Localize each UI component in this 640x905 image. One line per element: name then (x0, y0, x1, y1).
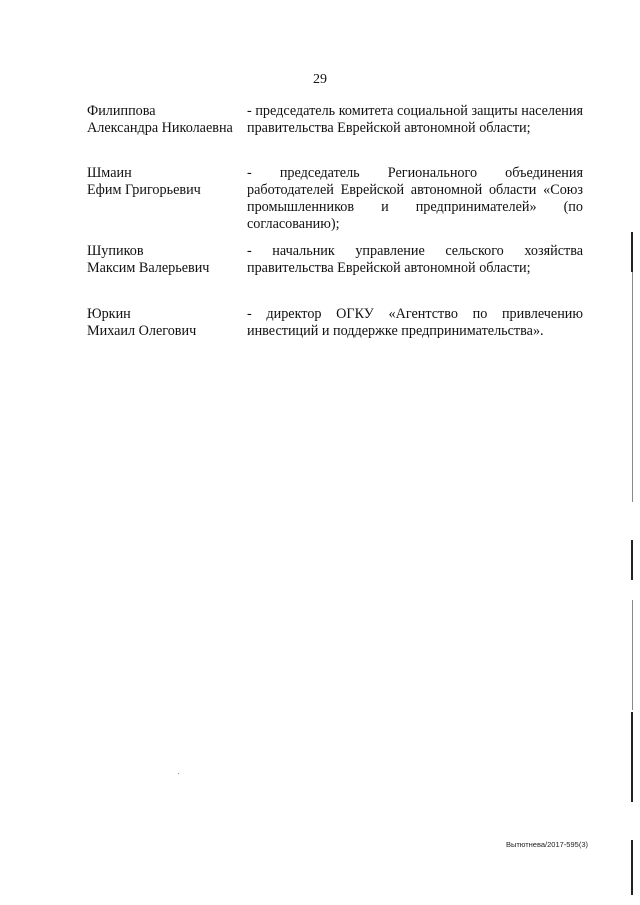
person-role: - директор ОГКУ «Агентство по привлечению инвестиций и поддержке предпринимательства». (247, 306, 583, 339)
person-role: - начальник управление сельского хозяйства правительства Еврейской автономной области; (247, 243, 583, 276)
scan-edge-mark (632, 600, 633, 710)
scan-edge-mark (631, 540, 633, 580)
page-number: 29 (313, 72, 327, 87)
person-name: Филиппова Александра Николаевна (87, 103, 233, 136)
scan-edge-mark (631, 840, 633, 895)
person-name: Шмаин Ефим Григорьевич (87, 165, 201, 198)
person-name: Шупиков Максим Валерьевич (87, 243, 210, 276)
person-role: - председатель комитета социальной защиты населения правительства Еврейской автономной области; (247, 103, 583, 136)
scan-speck (178, 773, 179, 774)
document-registration-code: Вытютнева/2017-595(3) (505, 840, 588, 849)
scan-edge-mark (631, 712, 633, 802)
scan-edge-mark (631, 232, 633, 272)
person-name: Юркин Михаил Олегович (87, 306, 197, 339)
person-role: - председатель Регионального объединения работодателей Еврейской автономной области «Союз промышленников и предпринимателей» (по согласованию); (247, 165, 583, 232)
scan-edge-mark (632, 272, 633, 502)
